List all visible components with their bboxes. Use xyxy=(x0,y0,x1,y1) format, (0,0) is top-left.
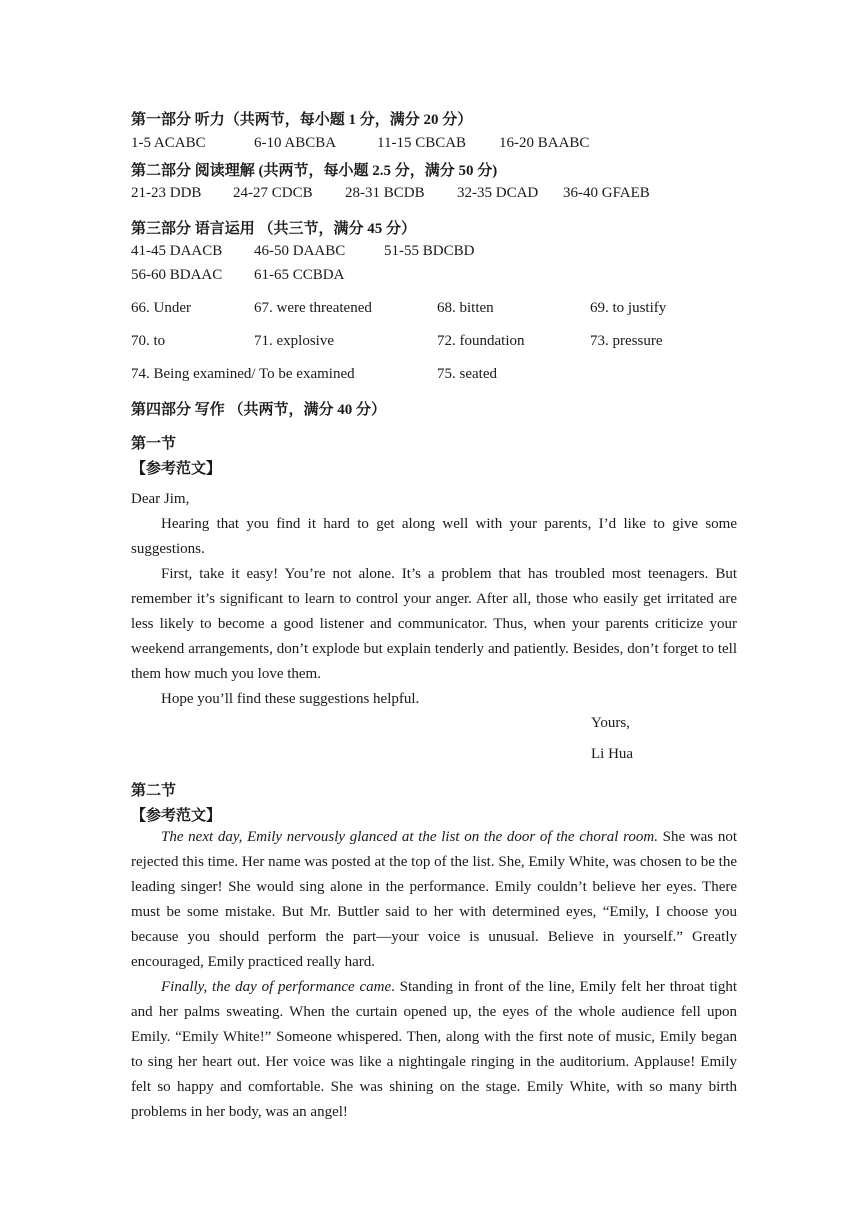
answer-group: 56-60 BDAAC xyxy=(131,267,223,283)
answer-item: 68. bitten xyxy=(437,300,494,316)
letter-paragraph-3: Hope you’ll find these suggestions helpful. xyxy=(161,691,420,707)
part2-heading: 第二部分 阅读理解 (共两节，每小题 2.5 分，满分 50 分) xyxy=(131,163,498,179)
letter-paragraph-2: First, take it easy! You’re not alone. It’s a problem that has troubled most teenagers. But remember it’s significant to learn to control your anger. After all, those who easily get irritated are less likely to become a good listener and communicator. Thus, when your parents criticize your weekend arrangements, don’t explode but explain tenderly and patiently. Besides, don’t forget to tell them how much you love them. xyxy=(131,566,737,682)
answer-group: 61-65 CCBDA xyxy=(254,267,345,283)
answer-group: 28-31 BCDB xyxy=(345,185,425,201)
letter-signature: Li Hua xyxy=(591,746,634,762)
part3-row2 xyxy=(131,267,737,287)
answer-item: 71. explosive xyxy=(254,333,334,349)
story-paragraph-1 xyxy=(131,825,737,975)
part3-row3 xyxy=(131,300,737,320)
section1-title: 第一节 xyxy=(131,436,177,452)
part4-heading: 第四部分 写作 （共两节，满分 40 分） xyxy=(131,402,387,418)
answer-item: 73. pressure xyxy=(590,333,663,349)
answer-group: 6-10 ABCBA xyxy=(254,135,337,151)
letter-greeting: Dear Jim, xyxy=(131,491,190,507)
answer-item: 66. Under xyxy=(131,300,191,316)
answer-group: 51-55 BDCBD xyxy=(384,243,475,259)
answer-group: 46-50 DAABC xyxy=(254,243,346,259)
story-given-opening-2: Finally, the day of performance came xyxy=(161,979,392,995)
answer-group: 24-27 CDCB xyxy=(233,185,313,201)
part3-row1 xyxy=(131,243,737,263)
part3-row5 xyxy=(131,366,737,386)
answer-group: 36-40 GFAEB xyxy=(563,185,650,201)
story-paragraph-2 xyxy=(131,975,737,1125)
answer-item: 67. were threatened xyxy=(254,300,372,316)
answer-item: 70. to xyxy=(131,333,166,349)
section2-tag: 【参考范文】 xyxy=(131,808,222,824)
part1-heading: 第一部分 听力（共两节，每小题 1 分，满分 20 分） xyxy=(131,112,473,128)
story-text-2: . Standing in front of the line, Emily felt her throat tight and her palms sweating. When the curtain opened up, the eyes of the whole audience fell upon Emily. “Emily White!” Someone whispered. Then, along with the first note of music, Emily began to sing her heart out. Her voice was like a nightingale ringing in the auditorium. Applause! Emily felt so happy and comfortable. She was shining on the stage. Emily White, with so many birth problems in her body, was an angel! xyxy=(131,979,737,1120)
story-text-1: She was not rejected this time. Her name was posted at the top of the list. She, Emily White, was chosen to be the leading singer! She would sing alone in the performance. Emily couldn’t believe her eyes. There must be some mistake. But Mr. Buttler said to her with determined eyes, “Emily, I choose you because you should perform the part—your voice is unusual. Believe in yourself.” Greatly encouraged, Emily practiced really hard. xyxy=(131,829,737,970)
answer-group: 16-20 BAABC xyxy=(499,135,590,151)
part3-heading: 第三部分 语言运用 （共三节，满分 45 分） xyxy=(131,221,417,237)
answer-item: 72. foundation xyxy=(437,333,525,349)
answer-item: 69. to justify xyxy=(590,300,667,316)
story-given-opening-1: The next day, Emily nervously glanced at the list on the door of the choral room. xyxy=(161,829,658,845)
answer-item: 75. seated xyxy=(437,366,497,382)
part1-answers xyxy=(131,135,737,155)
answer-group: 32-35 DCAD xyxy=(457,185,539,201)
answer-group: 41-45 DAACB xyxy=(131,243,223,259)
section2-title: 第二节 xyxy=(131,783,177,799)
answer-group: 11-15 CBCAB xyxy=(377,135,467,151)
answer-item: 74. Being examined/ To be examined xyxy=(131,366,355,382)
section1-tag: 【参考范文】 xyxy=(131,461,222,477)
answer-group: 21-23 DDB xyxy=(131,185,202,201)
part3-row4 xyxy=(131,333,737,353)
letter-closing: Yours, xyxy=(591,715,630,731)
answer-group: 1-5 ACABC xyxy=(131,135,206,151)
part2-answers xyxy=(131,185,737,205)
letter-paragraph-1: Hearing that you find it hard to get along well with your parents, I’d like to give some suggestions. xyxy=(131,516,737,557)
